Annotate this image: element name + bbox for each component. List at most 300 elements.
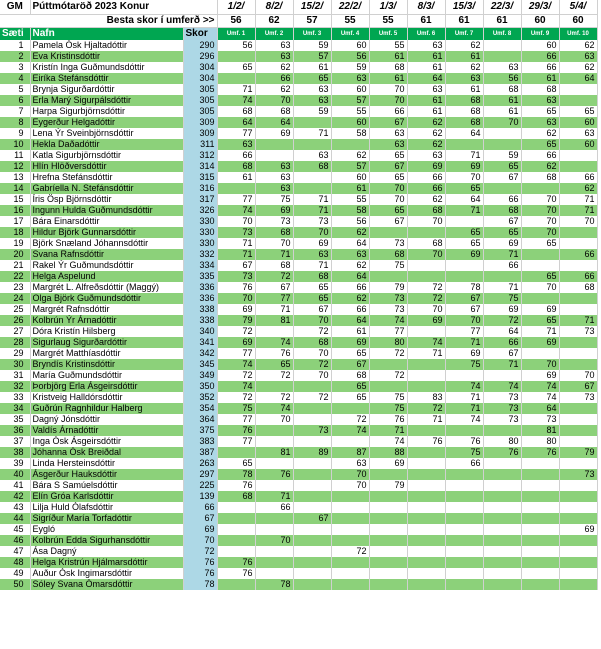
round-score-cell: 76 — [217, 425, 255, 436]
round-score-cell — [407, 491, 445, 502]
page-title: Púttmótaröð 2023 Konur — [30, 0, 217, 15]
round-score-cell — [217, 524, 255, 535]
round-score-cell — [445, 425, 483, 436]
round-score-cell — [255, 513, 293, 524]
round-score-cell — [331, 139, 369, 150]
round-score-cell — [445, 557, 483, 568]
round-score-cell: 63 — [559, 128, 597, 139]
round-score-cell: 62 — [407, 194, 445, 205]
round-score-cell — [483, 370, 521, 381]
rank-cell: 48 — [0, 557, 30, 568]
name-cell: Inga Ósk Ásgeirsdóttir — [30, 436, 183, 447]
round-score-cell: 59 — [331, 62, 369, 73]
round-score-cell: 72 — [331, 414, 369, 425]
round-score-cell: 61 — [331, 326, 369, 337]
total-score-cell: 305 — [183, 84, 217, 95]
column-header-row — [0, 28, 597, 41]
round-score-cell: 71 — [445, 150, 483, 161]
round-score-cell: 75 — [445, 359, 483, 370]
round-score-cell — [483, 557, 521, 568]
round-score-cell: 67 — [483, 348, 521, 359]
round-score-cell — [293, 458, 331, 469]
round-score-cell — [293, 436, 331, 447]
round-score-cell: 62 — [407, 139, 445, 150]
col-header-round: Umf. 6 — [407, 28, 445, 41]
table-row — [0, 172, 597, 183]
round-score-cell — [483, 480, 521, 491]
round-score-cell: 65 — [483, 161, 521, 172]
rank-cell: 7 — [0, 106, 30, 117]
round-score-cell: 61 — [407, 51, 445, 62]
round-score-cell: 61 — [369, 73, 407, 84]
table-row — [0, 458, 597, 469]
rank-cell: 34 — [0, 403, 30, 414]
table-row — [0, 139, 597, 150]
total-score-cell: 345 — [183, 359, 217, 370]
col-header-round: Umf. 3 — [293, 28, 331, 41]
round-score-cell: 63 — [331, 458, 369, 469]
rank-cell: 4 — [0, 73, 30, 84]
round-score-cell — [369, 579, 407, 590]
table-row — [0, 513, 597, 524]
round-score-cell: 65 — [217, 458, 255, 469]
round-score-cell — [559, 95, 597, 106]
round-score-cell: 68 — [369, 62, 407, 73]
round-score-cell — [407, 326, 445, 337]
round-score-cell: 66 — [255, 73, 293, 84]
round-score-cell: 69 — [407, 315, 445, 326]
round-date: 15/2/ — [293, 0, 331, 15]
round-score-cell: 61 — [521, 73, 559, 84]
round-score-cell: 66 — [559, 172, 597, 183]
round-score-cell: 71 — [445, 403, 483, 414]
round-score-cell: 69 — [521, 370, 559, 381]
round-score-cell: 66 — [331, 304, 369, 315]
table-row — [0, 535, 597, 546]
round-score-cell: 64 — [483, 326, 521, 337]
round-score-cell: 69 — [483, 304, 521, 315]
round-score-cell: 68 — [407, 238, 445, 249]
round-score-cell — [217, 51, 255, 62]
round-score-cell: 63 — [407, 40, 445, 51]
total-score-cell: 304 — [183, 73, 217, 84]
round-score-cell: 67 — [217, 260, 255, 271]
total-score-cell: 309 — [183, 128, 217, 139]
total-score-cell: 330 — [183, 238, 217, 249]
round-score-cell — [369, 557, 407, 568]
round-score-cell: 64 — [217, 117, 255, 128]
round-score-cell — [293, 491, 331, 502]
round-score-cell: 62 — [559, 62, 597, 73]
round-score-cell: 59 — [293, 106, 331, 117]
rank-cell: 5 — [0, 84, 30, 95]
round-score-cell — [559, 161, 597, 172]
table-row — [0, 183, 597, 194]
name-cell: Eygerður Helgadóttir — [30, 117, 183, 128]
round-score-cell: 68 — [483, 84, 521, 95]
name-cell: Hlín Hlöðversdóttir — [30, 161, 183, 172]
round-score-cell: 69 — [445, 161, 483, 172]
round-score-cell — [445, 370, 483, 381]
table-row — [0, 403, 597, 414]
round-score-cell — [217, 513, 255, 524]
round-score-cell — [483, 568, 521, 579]
round-score-cell: 78 — [445, 282, 483, 293]
name-cell: Helga Aspelund — [30, 271, 183, 282]
round-score-cell: 72 — [483, 315, 521, 326]
round-score-cell: 74 — [521, 392, 559, 403]
round-score-cell: 70 — [369, 194, 407, 205]
round-score-cell: 63 — [293, 249, 331, 260]
round-score-cell — [483, 546, 521, 557]
round-score-cell: 63 — [255, 172, 293, 183]
round-score-cell: 61 — [445, 84, 483, 95]
round-score-cell — [255, 557, 293, 568]
round-score-cell — [293, 117, 331, 128]
round-score-cell — [521, 260, 559, 271]
col-header-saeti: Sæti — [0, 28, 30, 41]
round-score-cell: 77 — [217, 414, 255, 425]
round-score-cell — [293, 524, 331, 535]
round-score-cell: 62 — [559, 40, 597, 51]
table-row — [0, 238, 597, 249]
round-score-cell — [559, 84, 597, 95]
round-score-cell: 72 — [293, 326, 331, 337]
round-score-cell: 71 — [407, 348, 445, 359]
total-score-cell: 72 — [183, 546, 217, 557]
round-date: 15/3/ — [445, 0, 483, 15]
rank-cell: 29 — [0, 348, 30, 359]
table-row — [0, 469, 597, 480]
col-header-round: Umf. 8 — [483, 28, 521, 41]
round-score-cell: 70 — [445, 315, 483, 326]
round-score-cell: 65 — [521, 106, 559, 117]
round-score-cell — [559, 337, 597, 348]
col-header-round: Umf. 4 — [331, 28, 369, 41]
round-score-cell: 66 — [559, 249, 597, 260]
round-score-cell: 70 — [255, 535, 293, 546]
round-score-cell — [483, 524, 521, 535]
round-score-cell — [331, 491, 369, 502]
table-row — [0, 95, 597, 106]
round-score-cell: 75 — [255, 194, 293, 205]
round-score-cell — [521, 513, 559, 524]
name-cell: Svana Rafnsdóttir — [30, 249, 183, 260]
round-score-cell: 76 — [217, 557, 255, 568]
round-score-cell: 72 — [369, 348, 407, 359]
name-cell: Lilja Huld Ólafsdóttir — [30, 502, 183, 513]
round-score-cell — [521, 524, 559, 535]
round-score-cell: 68 — [255, 260, 293, 271]
table-row — [0, 293, 597, 304]
round-score-cell: 70 — [559, 370, 597, 381]
rank-cell: 10 — [0, 139, 30, 150]
round-score-cell — [217, 546, 255, 557]
round-score-cell: 63 — [521, 95, 559, 106]
round-score-cell: 63 — [293, 95, 331, 106]
rank-cell: 9 — [0, 128, 30, 139]
round-score-cell: 64 — [445, 128, 483, 139]
table-row — [0, 414, 597, 425]
round-score-cell: 61 — [445, 51, 483, 62]
round-score-cell: 72 — [293, 392, 331, 403]
round-score-cell: 62 — [521, 161, 559, 172]
rank-cell: 31 — [0, 370, 30, 381]
total-score-cell: 330 — [183, 227, 217, 238]
round-score-cell: 63 — [331, 73, 369, 84]
round-score-cell: 66 — [483, 194, 521, 205]
round-score-cell — [407, 546, 445, 557]
total-score-cell: 338 — [183, 315, 217, 326]
round-score-cell: 69 — [483, 238, 521, 249]
round-score-cell: 80 — [369, 337, 407, 348]
round-score-cell: 65 — [445, 183, 483, 194]
rank-cell: 42 — [0, 491, 30, 502]
round-score-cell — [369, 271, 407, 282]
round-score-cell — [369, 513, 407, 524]
round-score-cell: 66 — [331, 282, 369, 293]
name-cell: Ása Dagný — [30, 546, 183, 557]
round-score-cell: 59 — [293, 40, 331, 51]
total-score-cell: 340 — [183, 326, 217, 337]
round-best: 55 — [369, 15, 407, 28]
round-score-cell — [445, 260, 483, 271]
name-cell: Katla Sigurbjörnsdóttir — [30, 150, 183, 161]
round-score-cell: 62 — [331, 260, 369, 271]
round-score-cell: 71 — [293, 194, 331, 205]
round-score-cell: 76 — [217, 480, 255, 491]
round-score-cell: 68 — [331, 370, 369, 381]
round-score-cell — [331, 557, 369, 568]
round-score-cell — [559, 579, 597, 590]
round-score-cell: 68 — [483, 205, 521, 216]
round-score-cell: 68 — [293, 271, 331, 282]
total-score-cell: 70 — [183, 535, 217, 546]
round-score-cell — [445, 535, 483, 546]
round-score-cell: 72 — [217, 370, 255, 381]
round-score-cell: 65 — [369, 150, 407, 161]
round-score-cell: 65 — [369, 172, 407, 183]
table-row — [0, 304, 597, 315]
table-row — [0, 447, 597, 458]
round-score-cell: 72 — [217, 392, 255, 403]
round-date: 22/2/ — [331, 0, 369, 15]
round-score-cell: 89 — [293, 447, 331, 458]
round-score-cell — [255, 425, 293, 436]
round-score-cell: 65 — [559, 106, 597, 117]
round-score-cell: 65 — [369, 205, 407, 216]
round-score-cell — [293, 557, 331, 568]
round-score-cell: 69 — [445, 249, 483, 260]
round-score-cell — [369, 568, 407, 579]
round-score-cell: 63 — [369, 128, 407, 139]
round-date: 8/2/ — [255, 0, 293, 15]
round-score-cell: 70 — [521, 227, 559, 238]
round-score-cell: 79 — [559, 447, 597, 458]
round-score-cell: 62 — [521, 128, 559, 139]
total-score-cell: 375 — [183, 425, 217, 436]
round-score-cell: 62 — [407, 117, 445, 128]
round-score-cell — [331, 502, 369, 513]
table-row — [0, 524, 597, 535]
round-score-cell: 66 — [521, 51, 559, 62]
round-score-cell: 79 — [369, 282, 407, 293]
round-score-cell — [293, 183, 331, 194]
rank-cell: 6 — [0, 95, 30, 106]
round-score-cell: 67 — [255, 282, 293, 293]
round-score-cell: 63 — [293, 150, 331, 161]
round-score-cell: 77 — [445, 326, 483, 337]
name-cell: Linda Hersteinsdóttir — [30, 458, 183, 469]
table-row — [0, 359, 597, 370]
round-score-cell: 55 — [331, 106, 369, 117]
total-score-cell: 354 — [183, 403, 217, 414]
round-score-cell: 61 — [407, 95, 445, 106]
rank-cell: 3 — [0, 62, 30, 73]
round-score-cell: 67 — [483, 216, 521, 227]
round-score-cell — [559, 238, 597, 249]
round-score-cell — [559, 480, 597, 491]
round-score-cell: 73 — [255, 216, 293, 227]
round-score-cell: 72 — [255, 370, 293, 381]
round-score-cell — [521, 480, 559, 491]
round-score-cell: 71 — [217, 84, 255, 95]
round-score-cell: 68 — [445, 106, 483, 117]
round-score-cell: 63 — [521, 117, 559, 128]
name-cell: Bára S Samúelsdóttir — [30, 480, 183, 491]
round-score-cell: 64 — [255, 117, 293, 128]
round-score-cell — [483, 425, 521, 436]
round-score-cell: 72 — [255, 271, 293, 282]
name-cell: Kolbrún Ýr Árnadóttir — [30, 315, 183, 326]
round-score-cell: 74 — [217, 205, 255, 216]
round-score-cell — [407, 227, 445, 238]
round-score-cell — [369, 491, 407, 502]
round-score-cell: 66 — [407, 172, 445, 183]
round-score-cell: 71 — [483, 359, 521, 370]
round-score-cell: 76 — [217, 282, 255, 293]
round-score-cell: 70 — [445, 172, 483, 183]
name-cell: Björk Snæland Jóhannsdóttir — [30, 238, 183, 249]
round-score-cell — [293, 535, 331, 546]
table-row — [0, 249, 597, 260]
round-score-cell — [445, 513, 483, 524]
round-score-cell: 65 — [445, 227, 483, 238]
table-row — [0, 568, 597, 579]
round-score-cell — [559, 546, 597, 557]
name-cell: Pamela Ósk Hjaltadóttir — [30, 40, 183, 51]
name-cell: Eva Kristinsdóttir — [30, 51, 183, 62]
round-score-cell: 73 — [369, 238, 407, 249]
round-score-cell — [521, 579, 559, 590]
rank-cell: 22 — [0, 271, 30, 282]
round-score-cell — [559, 260, 597, 271]
round-score-cell: 64 — [331, 271, 369, 282]
round-score-cell: 63 — [445, 73, 483, 84]
name-cell: Þorbjörg Erla Ásgeirsdóttir — [30, 381, 183, 392]
round-score-cell: 68 — [255, 227, 293, 238]
round-score-cell: 70 — [369, 84, 407, 95]
round-score-cell — [217, 183, 255, 194]
round-score-cell: 68 — [217, 161, 255, 172]
round-score-cell — [559, 227, 597, 238]
name-cell: Olga Björk Guðmundsdóttir — [30, 293, 183, 304]
table-row — [0, 150, 597, 161]
round-score-cell: 68 — [293, 161, 331, 172]
round-score-cell — [445, 579, 483, 590]
total-score-cell: 317 — [183, 194, 217, 205]
round-score-cell — [407, 447, 445, 458]
round-score-cell: 65 — [521, 238, 559, 249]
round-score-cell: 77 — [217, 128, 255, 139]
round-score-cell: 60 — [521, 40, 559, 51]
round-score-cell: 70 — [255, 414, 293, 425]
rank-cell: 27 — [0, 326, 30, 337]
round-score-cell — [407, 502, 445, 513]
table-row — [0, 73, 597, 84]
round-best: 61 — [407, 15, 445, 28]
name-cell: Gabríella N. Stefánsdóttir — [30, 183, 183, 194]
round-score-cell — [331, 535, 369, 546]
round-score-cell: 74 — [217, 381, 255, 392]
round-score-cell: 71 — [255, 304, 293, 315]
round-score-cell — [521, 568, 559, 579]
round-score-cell: 63 — [407, 150, 445, 161]
total-score-cell: 341 — [183, 337, 217, 348]
rank-cell: 37 — [0, 436, 30, 447]
round-score-cell: 60 — [331, 40, 369, 51]
round-score-cell: 71 — [483, 249, 521, 260]
round-score-cell — [407, 469, 445, 480]
round-score-cell — [483, 139, 521, 150]
name-cell: Dagný Jónsdóttir — [30, 414, 183, 425]
round-score-cell: 72 — [407, 282, 445, 293]
round-date: 8/3/ — [407, 0, 445, 15]
round-score-cell — [445, 524, 483, 535]
col-header-round: Umf. 10 — [559, 28, 597, 41]
round-score-cell: 72 — [369, 370, 407, 381]
round-score-cell: 68 — [521, 84, 559, 95]
round-score-cell: 65 — [255, 359, 293, 370]
round-score-cell: 68 — [445, 95, 483, 106]
round-score-cell: 71 — [559, 205, 597, 216]
round-score-cell: 80 — [521, 436, 559, 447]
round-score-cell: 70 — [217, 293, 255, 304]
round-score-cell: 71 — [255, 249, 293, 260]
round-score-cell: 63 — [255, 161, 293, 172]
col-header-round: Umf. 5 — [369, 28, 407, 41]
round-date: 1/2/ — [217, 0, 255, 15]
table-row — [0, 502, 597, 513]
round-score-cell: 67 — [559, 381, 597, 392]
rank-cell: 47 — [0, 546, 30, 557]
title-row — [0, 0, 597, 15]
rank-cell: 16 — [0, 205, 30, 216]
round-score-cell — [407, 524, 445, 535]
round-score-cell: 76 — [369, 414, 407, 425]
name-cell: Harpa Sigurbjörnsdóttir — [30, 106, 183, 117]
round-score-cell: 65 — [521, 315, 559, 326]
round-score-cell: 60 — [331, 172, 369, 183]
round-score-cell: 70 — [293, 370, 331, 381]
round-score-cell: 71 — [217, 238, 255, 249]
round-score-cell — [407, 513, 445, 524]
round-score-cell — [217, 535, 255, 546]
round-score-cell: 67 — [445, 293, 483, 304]
total-score-cell: 312 — [183, 150, 217, 161]
table-row — [0, 480, 597, 491]
name-cell: Bryndís Kristinsdóttir — [30, 359, 183, 370]
